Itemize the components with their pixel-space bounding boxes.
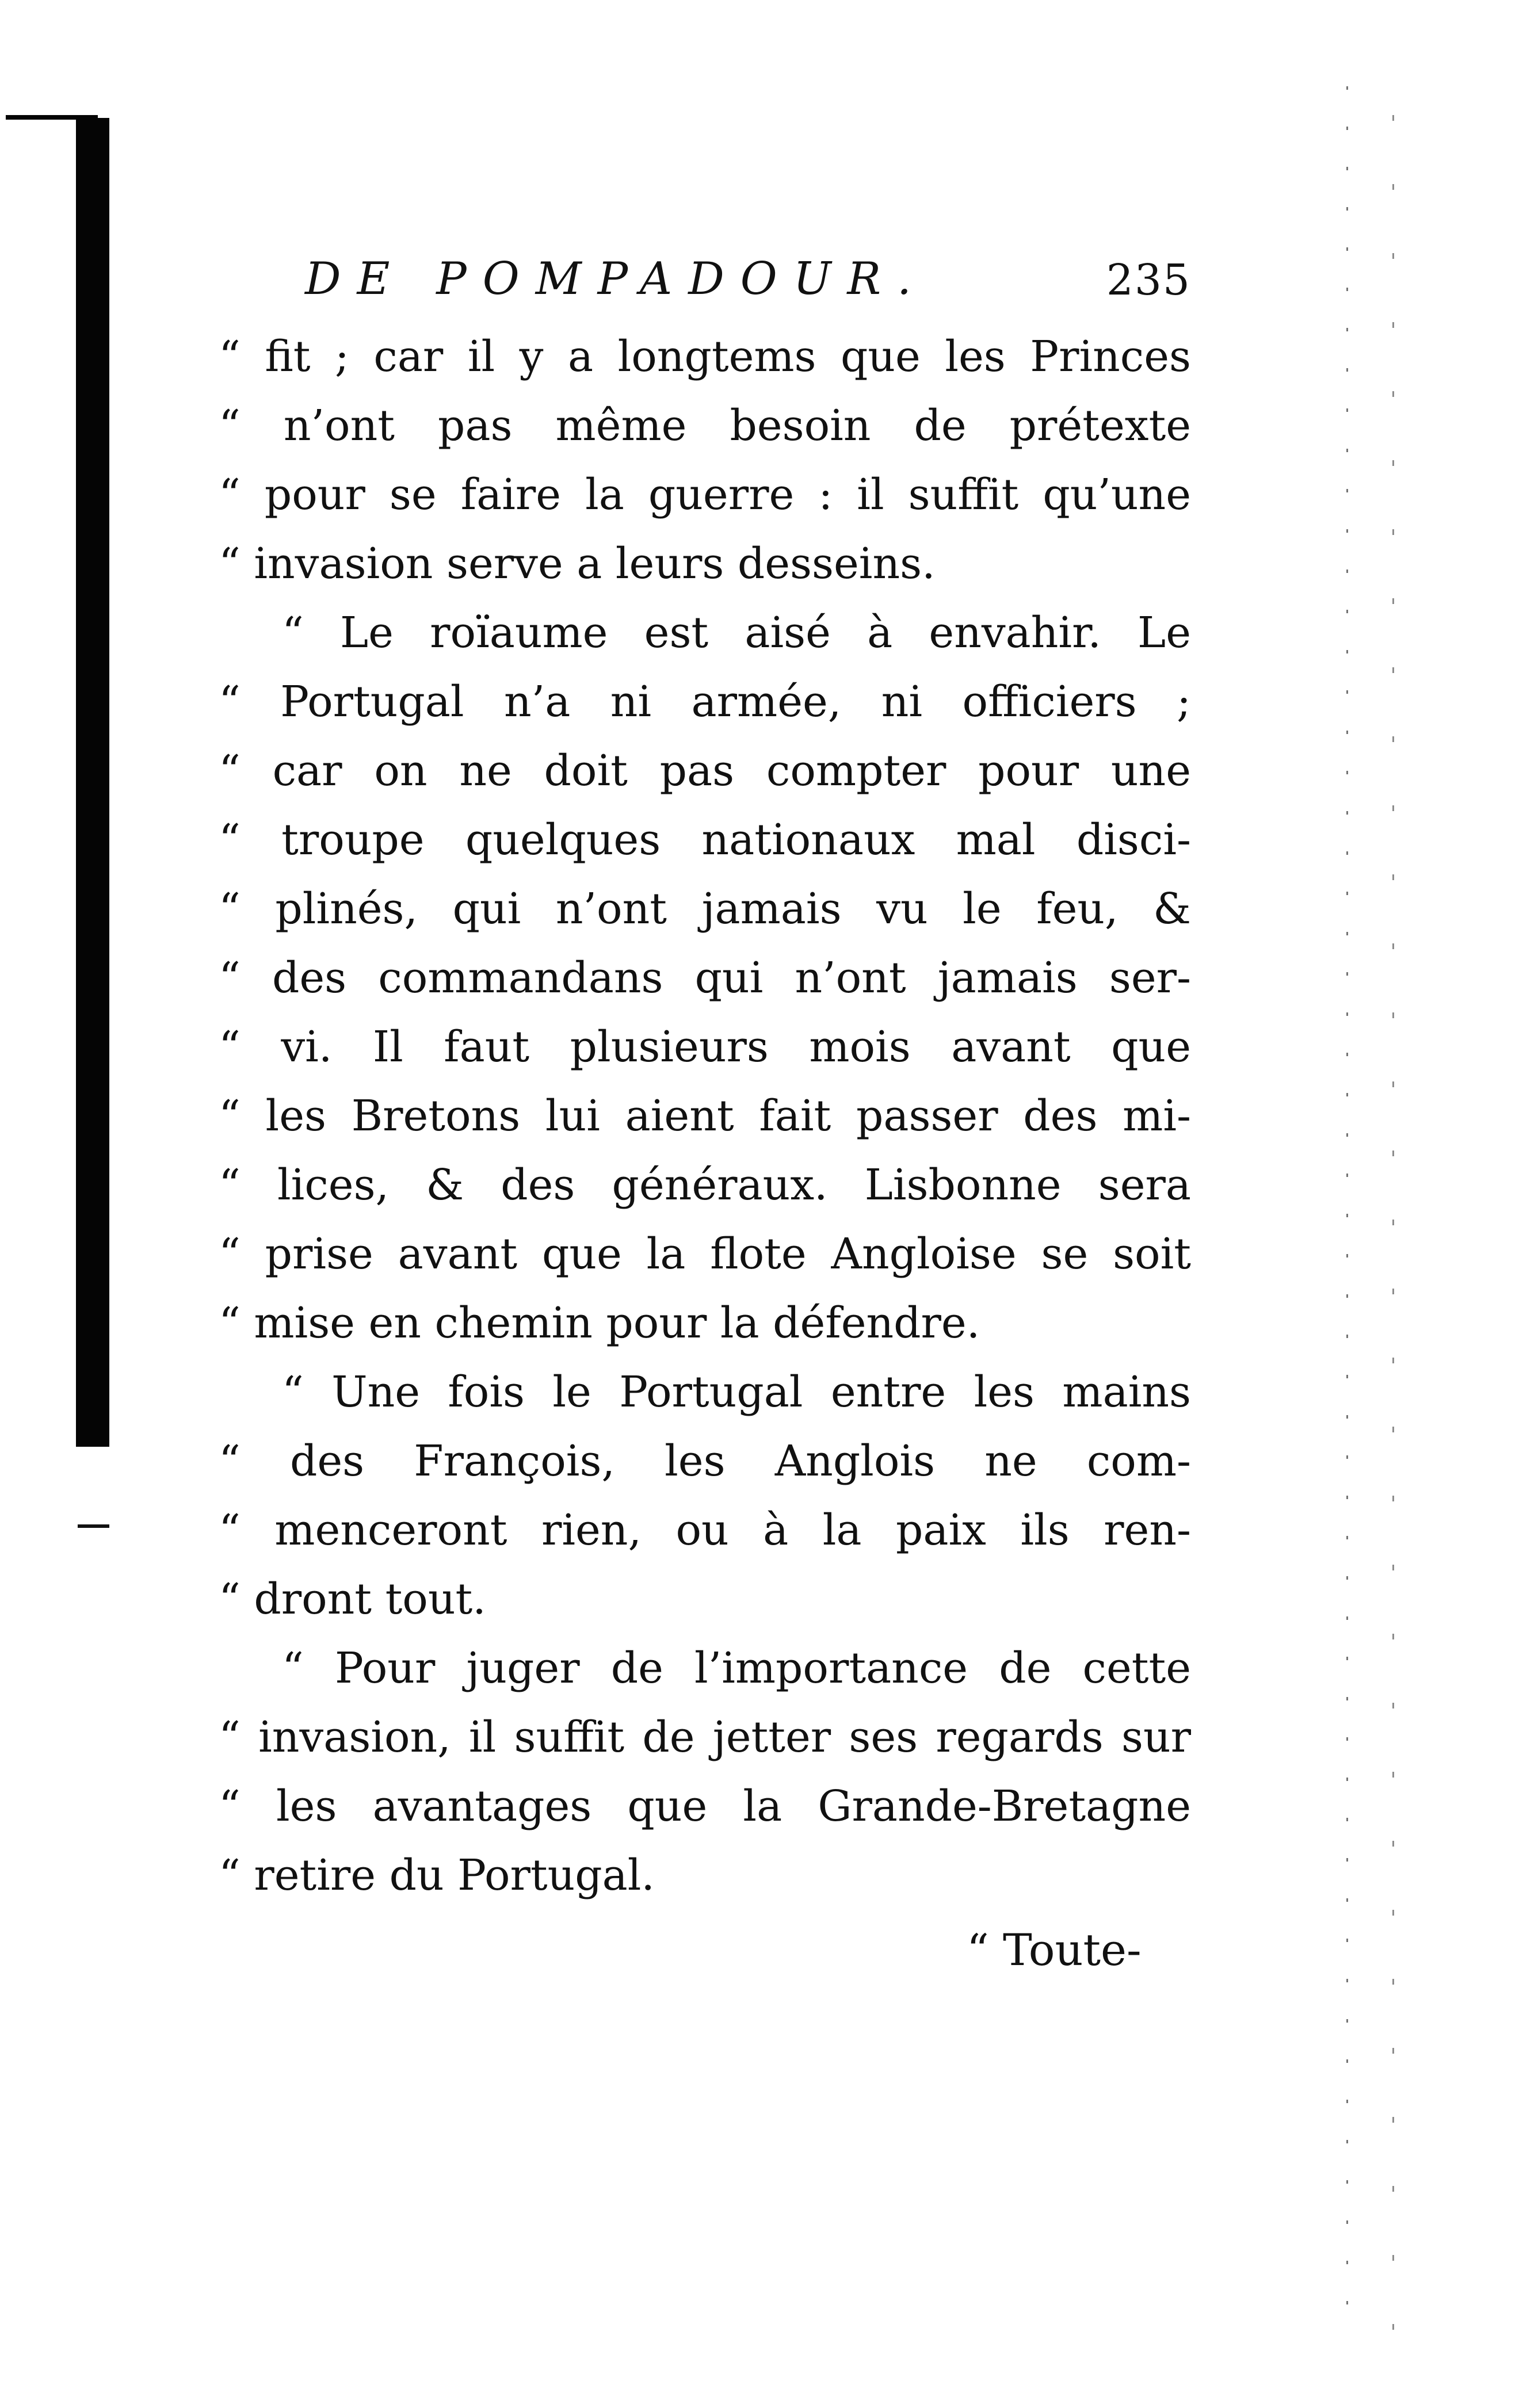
text-line: “ les avantages que la Grande-Bretagne <box>219 1782 1191 1831</box>
body-text <box>219 322 1191 1910</box>
text-line: “ mise en chemin pour la défendre. <box>219 1298 980 1348</box>
text-line: “ Le roïaume est aisé à envahir. Le <box>282 608 1191 658</box>
text-line: “ n’ont pas même besoin de prétexte <box>219 401 1191 450</box>
text-line: “ pour se faire la guerre : il suffit qu’une <box>219 470 1191 519</box>
text-line: “ menceront rien, ou à la paix ils ren- <box>219 1505 1191 1555</box>
binding-mark <box>78 1524 109 1528</box>
text-line: “ des commandans qui n’ont jamais ser- <box>219 953 1191 1003</box>
text-line: “ dront tout. <box>219 1574 486 1624</box>
text-line: “ retire du Portugal. <box>219 1851 655 1900</box>
text-line: “ Portugal n’a ni armée, ni officiers ; <box>219 677 1191 727</box>
text-line: “ invasion serve a leurs desseins. <box>219 539 936 588</box>
text-line: “ car on ne doit pas compter pour une <box>219 746 1191 796</box>
page-edge-specks <box>1346 86 1348 2330</box>
catchword: “ Toute- <box>967 1924 1142 1975</box>
text-line: “ fit ; car il y a longtems que les Princes <box>219 332 1191 381</box>
text-line: “ troupe quelques nationaux mal disci- <box>219 815 1191 865</box>
running-title: DE POMPADOUR. <box>305 253 927 305</box>
text-line: “ Une fois le Portugal entre les mains <box>282 1367 1191 1417</box>
page-edge-specks-outer <box>1392 115 1394 2330</box>
page-number: 235 <box>1106 255 1191 305</box>
binding-strip <box>76 118 109 1447</box>
text-line: “ plinés, qui n’ont jamais vu le feu, & <box>219 884 1191 934</box>
text-line: “ prise avant que la flote Angloise se soit <box>219 1229 1191 1279</box>
text-line: “ lices, & des généraux. Lisbonne sera <box>219 1160 1191 1210</box>
text-line: “ invasion, il suffit de jetter ses regards sur <box>219 1713 1191 1762</box>
text-line: “ des François, les Anglois ne com- <box>219 1436 1191 1486</box>
text-line: “ vi. Il faut plusieurs mois avant que <box>219 1022 1191 1072</box>
text-line: “ les Bretons lui aient fait passer des mi- <box>219 1091 1191 1141</box>
text-line: “ Pour juger de l’importance de cette <box>282 1643 1191 1693</box>
running-head <box>305 253 1226 322</box>
